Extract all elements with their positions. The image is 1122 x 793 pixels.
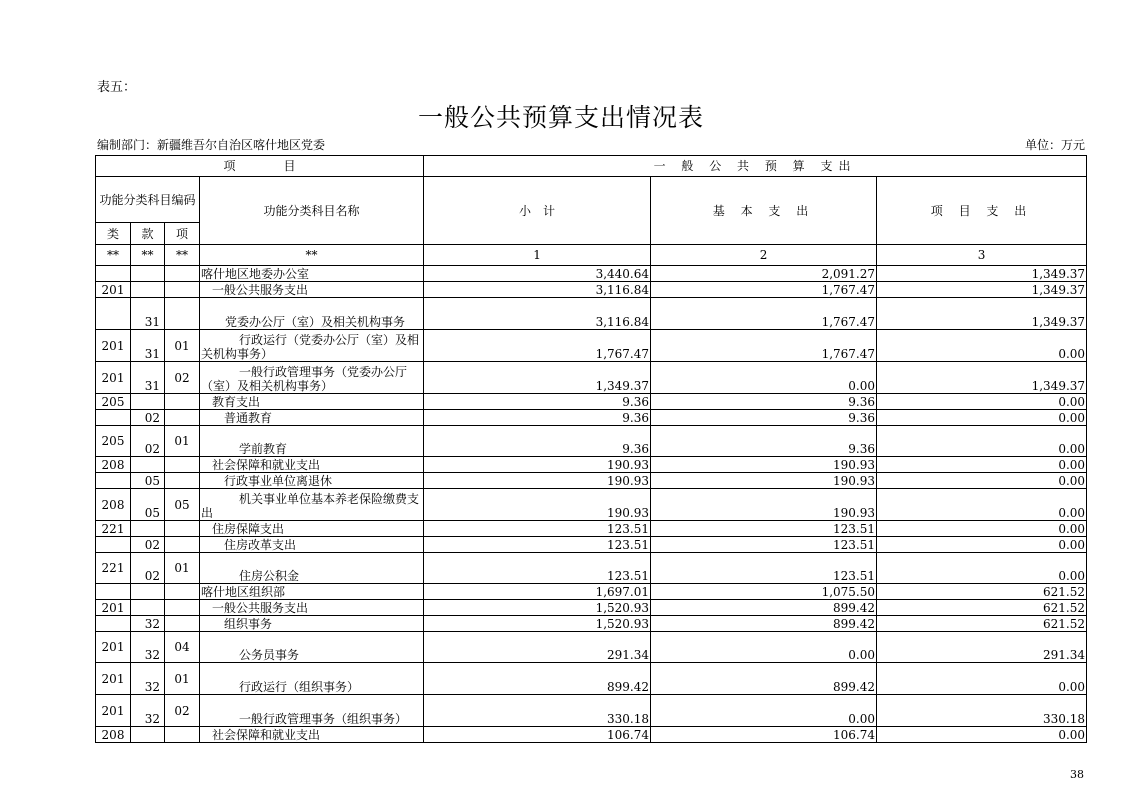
item-code-cell xyxy=(165,298,200,330)
table-row xyxy=(96,394,1087,410)
function-name-cell: 喀什地区地委办公室 xyxy=(200,266,424,282)
function-name-cell: 社会保障和就业支出 xyxy=(200,457,424,473)
subtotal-cell: 3,440.64 xyxy=(424,266,651,282)
function-name-cell: 行政运行（组织事务） xyxy=(200,663,424,695)
project-expenditure-cell: 1,349.37 xyxy=(877,298,1087,330)
project-expenditure-cell: 0.00 xyxy=(877,410,1087,426)
basic-expenditure-cell: 899.42 xyxy=(651,616,877,632)
section-code-cell: 31 xyxy=(131,330,165,362)
header-row-4 xyxy=(96,245,1087,266)
subtotal-cell: 1,767.47 xyxy=(424,330,651,362)
basic-expenditure-cell: 0.00 xyxy=(651,695,877,727)
function-name-cell: 公务员事务 xyxy=(200,632,424,663)
table-row xyxy=(96,616,1087,632)
subtotal-cell: 1,520.93 xyxy=(424,616,651,632)
item-code-cell: 04 xyxy=(165,632,200,663)
function-name-cell: 一般行政管理事务（组织事务） xyxy=(200,695,424,727)
project-expenditure-cell: 0.00 xyxy=(877,553,1087,584)
function-name-cell: 行政运行（党委办公厅（室）及相关机构事务） xyxy=(200,330,424,362)
basic-expenditure-cell: 0.00 xyxy=(651,362,877,394)
header-row-1 xyxy=(96,156,1087,177)
category-code-cell xyxy=(96,410,131,426)
item-code-cell: 02 xyxy=(165,695,200,727)
basic-expenditure-cell: 9.36 xyxy=(651,410,877,426)
basic-expenditure-header: 基 本 支 出 xyxy=(651,177,877,245)
basic-expenditure-cell: 190.93 xyxy=(651,473,877,489)
basic-expenditure-cell: 1,767.47 xyxy=(651,298,877,330)
category-code-cell xyxy=(96,616,131,632)
compiling-department: 编制部门：新疆维吾尔自治区喀什地区党委 xyxy=(97,138,326,152)
function-name-cell: 一般公共服务支出 xyxy=(200,600,424,616)
section-code-cell: 05 xyxy=(131,489,165,521)
basic-expenditure-cell: 1,767.47 xyxy=(651,282,877,298)
item-code-cell xyxy=(165,394,200,410)
table-row xyxy=(96,553,1087,584)
marker-cell: ** xyxy=(96,245,131,266)
subtotal-cell: 3,116.84 xyxy=(424,298,651,330)
project-expenditure-cell: 1,349.37 xyxy=(877,282,1087,298)
section-code-cell xyxy=(131,521,165,537)
budget-table xyxy=(95,155,1087,743)
section-code-cell: 32 xyxy=(131,616,165,632)
table-row xyxy=(96,695,1087,727)
table-row xyxy=(96,663,1087,695)
project-expenditure-cell: 0.00 xyxy=(877,727,1087,743)
table-row xyxy=(96,727,1087,743)
basic-expenditure-cell: 9.36 xyxy=(651,394,877,410)
table-row xyxy=(96,473,1087,489)
header-row-2 xyxy=(96,177,1087,223)
section-code-cell: 32 xyxy=(131,632,165,663)
subtotal-cell: 3,116.84 xyxy=(424,282,651,298)
subtotal-cell: 1,520.93 xyxy=(424,600,651,616)
project-expenditure-cell: 291.34 xyxy=(877,632,1087,663)
section-code-cell: 02 xyxy=(131,537,165,553)
subtotal-cell: 9.36 xyxy=(424,394,651,410)
function-name-cell: 住房保障支出 xyxy=(200,521,424,537)
column-number-3: 3 xyxy=(877,245,1087,266)
subtotal-cell: 190.93 xyxy=(424,457,651,473)
section-code-cell xyxy=(131,600,165,616)
project-expenditure-cell: 621.52 xyxy=(877,584,1087,600)
table-row xyxy=(96,362,1087,394)
category-code-cell: 205 xyxy=(96,426,131,457)
category-code-cell: 201 xyxy=(96,600,131,616)
section-code-cell xyxy=(131,584,165,600)
table-row xyxy=(96,537,1087,553)
page-number: 38 xyxy=(1070,768,1084,781)
basic-expenditure-cell: 2,091.27 xyxy=(651,266,877,282)
marker-cell: ** xyxy=(131,245,165,266)
function-name-cell: 喀什地区组织部 xyxy=(200,584,424,600)
page-title: 一般公共预算支出情况表 xyxy=(417,103,704,132)
category-code-cell: 208 xyxy=(96,457,131,473)
item-code-cell xyxy=(165,266,200,282)
basic-expenditure-cell: 0.00 xyxy=(651,632,877,663)
table-row xyxy=(96,600,1087,616)
basic-expenditure-cell: 123.51 xyxy=(651,553,877,584)
category-code-cell: 201 xyxy=(96,695,131,727)
project-expenditure-cell: 621.52 xyxy=(877,616,1087,632)
basic-expenditure-cell: 123.51 xyxy=(651,537,877,553)
section-code-cell: 02 xyxy=(131,410,165,426)
column-number-1: 1 xyxy=(424,245,651,266)
function-name-cell: 机关事业单位基本养老保险缴费支出 xyxy=(200,489,424,521)
subtotal-cell: 1,349.37 xyxy=(424,362,651,394)
item-code-cell: 01 xyxy=(165,426,200,457)
basic-expenditure-cell: 1,767.47 xyxy=(651,330,877,362)
project-header: 项 目 xyxy=(96,156,424,177)
project-expenditure-cell: 0.00 xyxy=(877,473,1087,489)
subtotal-cell: 9.36 xyxy=(424,426,651,457)
basic-expenditure-cell: 899.42 xyxy=(651,600,877,616)
item-code-cell xyxy=(165,457,200,473)
item-code-cell: 01 xyxy=(165,330,200,362)
project-expenditure-cell: 0.00 xyxy=(877,521,1087,537)
table-row xyxy=(96,298,1087,330)
project-expenditure-cell: 0.00 xyxy=(877,489,1087,521)
basic-expenditure-cell: 123.51 xyxy=(651,521,877,537)
basic-expenditure-cell: 190.93 xyxy=(651,489,877,521)
unit-label: 单位：万元 xyxy=(1024,138,1085,152)
category-code-cell: 201 xyxy=(96,362,131,394)
section-code-cell xyxy=(131,457,165,473)
item-code-cell xyxy=(165,282,200,298)
table-row xyxy=(96,330,1087,362)
category-code-cell xyxy=(96,473,131,489)
lei-header: 类 xyxy=(96,223,131,245)
table-row xyxy=(96,410,1087,426)
function-name-cell: 住房改革支出 xyxy=(200,537,424,553)
subtotal-cell: 899.42 xyxy=(424,663,651,695)
item-code-cell: 05 xyxy=(165,489,200,521)
function-name-cell: 社会保障和就业支出 xyxy=(200,727,424,743)
basic-expenditure-cell: 899.42 xyxy=(651,663,877,695)
item-code-cell xyxy=(165,410,200,426)
category-code-cell: 221 xyxy=(96,521,131,537)
function-name-cell: 一般公共服务支出 xyxy=(200,282,424,298)
function-name-cell: 一般行政管理事务（党委办公厅（室）及相关机构事务） xyxy=(200,362,424,394)
item-code-cell xyxy=(165,727,200,743)
basic-expenditure-cell: 106.74 xyxy=(651,727,877,743)
item-code-cell xyxy=(165,600,200,616)
function-name-cell: 学前教育 xyxy=(200,426,424,457)
column-number-2: 2 xyxy=(651,245,877,266)
table-row xyxy=(96,521,1087,537)
item-code-cell: 01 xyxy=(165,663,200,695)
section-code-cell: 05 xyxy=(131,473,165,489)
project-expenditure-cell: 0.00 xyxy=(877,457,1087,473)
basic-expenditure-cell: 190.93 xyxy=(651,457,877,473)
category-code-cell xyxy=(96,537,131,553)
section-code-cell: 31 xyxy=(131,362,165,394)
project-expenditure-cell: 0.00 xyxy=(877,426,1087,457)
section-code-cell xyxy=(131,282,165,298)
marker-cell: ** xyxy=(200,245,424,266)
category-code-cell: 208 xyxy=(96,727,131,743)
project-expenditure-cell: 1,349.37 xyxy=(877,266,1087,282)
item-code-cell xyxy=(165,537,200,553)
subtotal-cell: 330.18 xyxy=(424,695,651,727)
general-budget-header: 一 般 公 共 预 算 支出 xyxy=(424,156,1087,177)
item-code-cell xyxy=(165,616,200,632)
subtotal-cell: 190.93 xyxy=(424,473,651,489)
table-row xyxy=(96,457,1087,473)
function-name-cell: 组织事务 xyxy=(200,616,424,632)
func-name-header: 功能分类科目名称 xyxy=(200,177,424,245)
basic-expenditure-cell: 1,075.50 xyxy=(651,584,877,600)
subtotal-cell: 123.51 xyxy=(424,537,651,553)
item-code-cell: 02 xyxy=(165,362,200,394)
category-code-cell: 201 xyxy=(96,632,131,663)
category-code-cell: 221 xyxy=(96,553,131,584)
project-expenditure-cell: 0.00 xyxy=(877,330,1087,362)
table-label: 表五： xyxy=(97,80,137,95)
section-code-cell: 32 xyxy=(131,695,165,727)
item-code-cell xyxy=(165,473,200,489)
table-row xyxy=(96,426,1087,457)
category-code-cell xyxy=(96,266,131,282)
section-code-cell xyxy=(131,394,165,410)
category-code-cell: 201 xyxy=(96,330,131,362)
subtotal-cell: 123.51 xyxy=(424,553,651,584)
category-code-cell xyxy=(96,298,131,330)
function-name-cell: 住房公积金 xyxy=(200,553,424,584)
kuan-header: 款 xyxy=(131,223,165,245)
subtotal-cell: 291.34 xyxy=(424,632,651,663)
table-row xyxy=(96,584,1087,600)
subtotal-cell: 1,697.01 xyxy=(424,584,651,600)
project-expenditure-header: 项 目 支 出 xyxy=(877,177,1087,245)
table-row xyxy=(96,266,1087,282)
category-code-cell xyxy=(96,584,131,600)
category-code-cell: 201 xyxy=(96,663,131,695)
item-code-cell xyxy=(165,521,200,537)
subtotal-cell: 106.74 xyxy=(424,727,651,743)
section-code-cell xyxy=(131,266,165,282)
subtotal-cell: 9.36 xyxy=(424,410,651,426)
basic-expenditure-cell: 9.36 xyxy=(651,426,877,457)
function-name-cell: 普通教育 xyxy=(200,410,424,426)
category-code-cell: 201 xyxy=(96,282,131,298)
section-code-cell: 02 xyxy=(131,426,165,457)
func-code-header: 功能分类科目编码 xyxy=(96,177,200,223)
marker-cell: ** xyxy=(165,245,200,266)
section-code-cell: 31 xyxy=(131,298,165,330)
item-code-cell xyxy=(165,584,200,600)
project-expenditure-cell: 0.00 xyxy=(877,663,1087,695)
category-code-cell: 205 xyxy=(96,394,131,410)
project-expenditure-cell: 0.00 xyxy=(877,537,1087,553)
subtotal-header: 小 计 xyxy=(424,177,651,245)
table-row xyxy=(96,282,1087,298)
category-code-cell: 208 xyxy=(96,489,131,521)
project-expenditure-cell: 1,349.37 xyxy=(877,362,1087,394)
subtotal-cell: 123.51 xyxy=(424,521,651,537)
project-expenditure-cell: 0.00 xyxy=(877,394,1087,410)
section-code-cell: 02 xyxy=(131,553,165,584)
xiang-header: 项 xyxy=(165,223,200,245)
project-expenditure-cell: 330.18 xyxy=(877,695,1087,727)
item-code-cell: 01 xyxy=(165,553,200,584)
section-code-cell: 32 xyxy=(131,663,165,695)
table-row xyxy=(96,632,1087,663)
function-name-cell: 行政事业单位离退休 xyxy=(200,473,424,489)
function-name-cell: 党委办公厅（室）及相关机构事务 xyxy=(200,298,424,330)
function-name-cell: 教育支出 xyxy=(200,394,424,410)
project-expenditure-cell: 621.52 xyxy=(877,600,1087,616)
subtotal-cell: 190.93 xyxy=(424,489,651,521)
section-code-cell xyxy=(131,727,165,743)
table-row xyxy=(96,489,1087,521)
